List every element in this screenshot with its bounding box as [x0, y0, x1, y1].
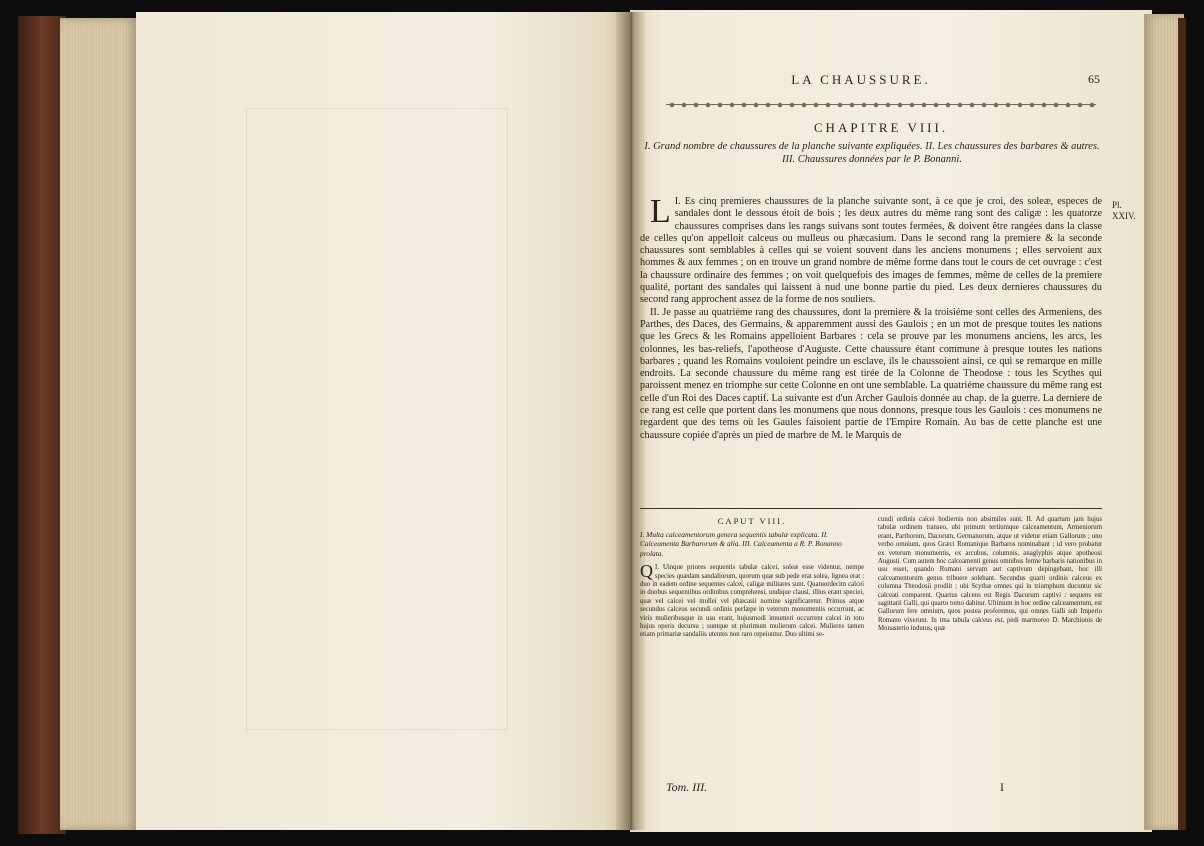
sidenote-line-1: Pl. [1112, 200, 1122, 210]
french-paragraph-1 [640, 196, 1102, 307]
french-paragraph-1-text: I. Es cinq premieres chaussures de la planche suivante sont, à ce que je croi, des soleæ, especes de sandales dont le dessous étoit de bois ; les deux autres du même rang sont des caligæ : les quatorze chaussures comprises dans les rangs suivans sont toutes fermées, & doivent être rangées dans la classe de celles qu'on appelloit calceus ou mulleus ou phæcasium. Dans le second rang la premiere & la seconde chaussures sont semblables à celles qui se voient souvent dans les anciens monumens ; elles servoient aux hommes & aux femmes ; on en trouve un grand nombre de même forme dans tout le cours de cet ouvrage : c'est la chaussure ordinaire des femmes ; on voit quelquefois des images de femmes, même de celles de la premiere qualité, portant des sandales qui laissent à nud une bonne partie du pied. Les deux dernieres chaussures du second rang approchent assez de la forme de nos souliers. [640, 196, 1102, 306]
latin-paragraph [640, 561, 864, 640]
ornament-band [666, 98, 1096, 112]
french-paragraph-2: II. Je passe au quatriéme rang des chaussures, dont la premiere & la troisiéme sont celles des Armeniens, des Parthes, des Daces, des Germains, & apparemment aussi des Gaulois ; en un mot de presque toutes les nations que les Grecs & les Romains appelloient Barbares : cela se prouve par les monumens anciens, les arcs, les colonnes, les bas-reliefs, l'apotheose d'Auguste. Cette chaussure étant commune à presque toutes les nations barbares ; quand les Romains vouloient peindre un esclave, ils le chaussoient ainsi, ce qui se remarque en mille endroits. La seconde chaussure du même rang est tirée de la Colonne de Theodose : tous les Scythes qui paroissent menez en triomphe sur cette Colonne en ont une semblable. La quatriéme chaussure du même rang est celle d'un Roi des Daces captif. La suivante est d'un Archer Gaulois donnée au chap. de la guerre. La derniere de ce rang est celle que portent dans les monumens que nous donnons, presque tous les Gaulois : ces monumens ne regardent que des tems où les Gaules faisoient partie de l'Empire Romain. Au bas de cette planche est une chaussure copiée d'après un pied de marbre de M. le Marquis de [640, 306, 1102, 441]
sidenote-line-2: XXIV. [1112, 211, 1136, 221]
latin-summary: I. Multa calceamentorum genera sequentis tabulæ explicata. II. Calceamenta Barbarorum & alia. III. Calceamenta a R. P. Bonanno prolata. [640, 530, 842, 558]
running-head [680, 72, 1100, 92]
chapter-summary: I. Grand nombre de chaussures de la planche suivante expliquées. II. Les chaussures des barbares & autres. III. Chaussures données par le P. Bonanni. [644, 141, 1100, 165]
latin-heading: CAPUT VIII. [717, 516, 787, 526]
latin-body-left [640, 561, 864, 640]
chapter-heading: CHAPITRE VIII. [813, 120, 949, 135]
latin-column-right: cundi ordinis calcei hodiernis non absimiles sunt. II. Ad quartum jam hujus tabulæ ordinem transeo, ubi primum tertiumque calceamentum, Armeniorum erant, Parthorum, Dacorum, Germanorum, atque ut videtur etiam Gallorum ; uno verbo omnium, quos Græci Romanique Barbaros nominabant ; id vero probatur ex veterum monumentis, ex arcubus, columnis, anaglyphis atque apotheosi Augusti. Cum autem hoc calceamenti genus omnibus ferme barbaris nationibus in usu esset, quando Romani servum aut captivum depingebant, hoc illi calceamentorum genus tribuere solebant. Secundus quarti ordinis calceus ex columna Theodosii prodiit ; ubi Scythæ omnes qui in triumphum ducuntur sic calceati comparent. Quartus calceus est Regis Dacorum captivi : sequens est sagittarii Galli, qui quarto tomo dabitur. Ultimum in hoc ordine calceamentum, est Gallorum fere omnium, quos postea proferemus, qui omnes Galli sub Imperio Romano vixerunt. In ima tabula calceus est, pedi marmoreo D. Marchionis de Monasterio indutus, quæ [878, 516, 1102, 633]
page-number: 65 [1088, 72, 1100, 86]
blank-left-page [136, 12, 628, 830]
page-edges-left [60, 18, 138, 830]
book-cover-right [1178, 18, 1186, 830]
dropcap: L [650, 196, 671, 230]
french-body [640, 196, 1102, 502]
bleed-through-plate [246, 108, 508, 730]
latin-dropcap: Q [640, 561, 653, 582]
book-cover-left [18, 16, 66, 834]
plate-sidenote [1112, 200, 1142, 222]
latin-paragraph-text: I. Uinque priores sequentis tabulæ calcei, soleæ esse videntur, nempe species quædam sandaliorum, quorum quæ sub pede erat solea, lignea erat : duo in eadem ordine sequentes calcei, caligæ militares sunt. Quatuordecim calcei in duobus sequentibus ordinibus comprehensi, undique clausi, illius erant speciei, quæ vel calcei vel mullei vel phæcasii nomine significaretur. Primus atque secundus calceus secundi ordinis perfæpe in veterum monumentis occurrunt, ac viris mulieribusque in usu erant, hujusmodi innumeri occurrent calcei in toto hujus operis decursu ; suntque ut plurimum mulierum calcei. Mulieres tamen etiam primariæ sandaliis utentes non raro repeiuntur. Duo ultimi se- [640, 564, 864, 639]
page-content [640, 0, 1136, 822]
running-title: LA CHAUSSURE. [791, 72, 931, 87]
volume-mark: Tom. III. [666, 780, 708, 794]
section-divider [640, 508, 1102, 509]
latin-column-left [640, 516, 864, 780]
signature-mark: I [1000, 780, 1004, 794]
